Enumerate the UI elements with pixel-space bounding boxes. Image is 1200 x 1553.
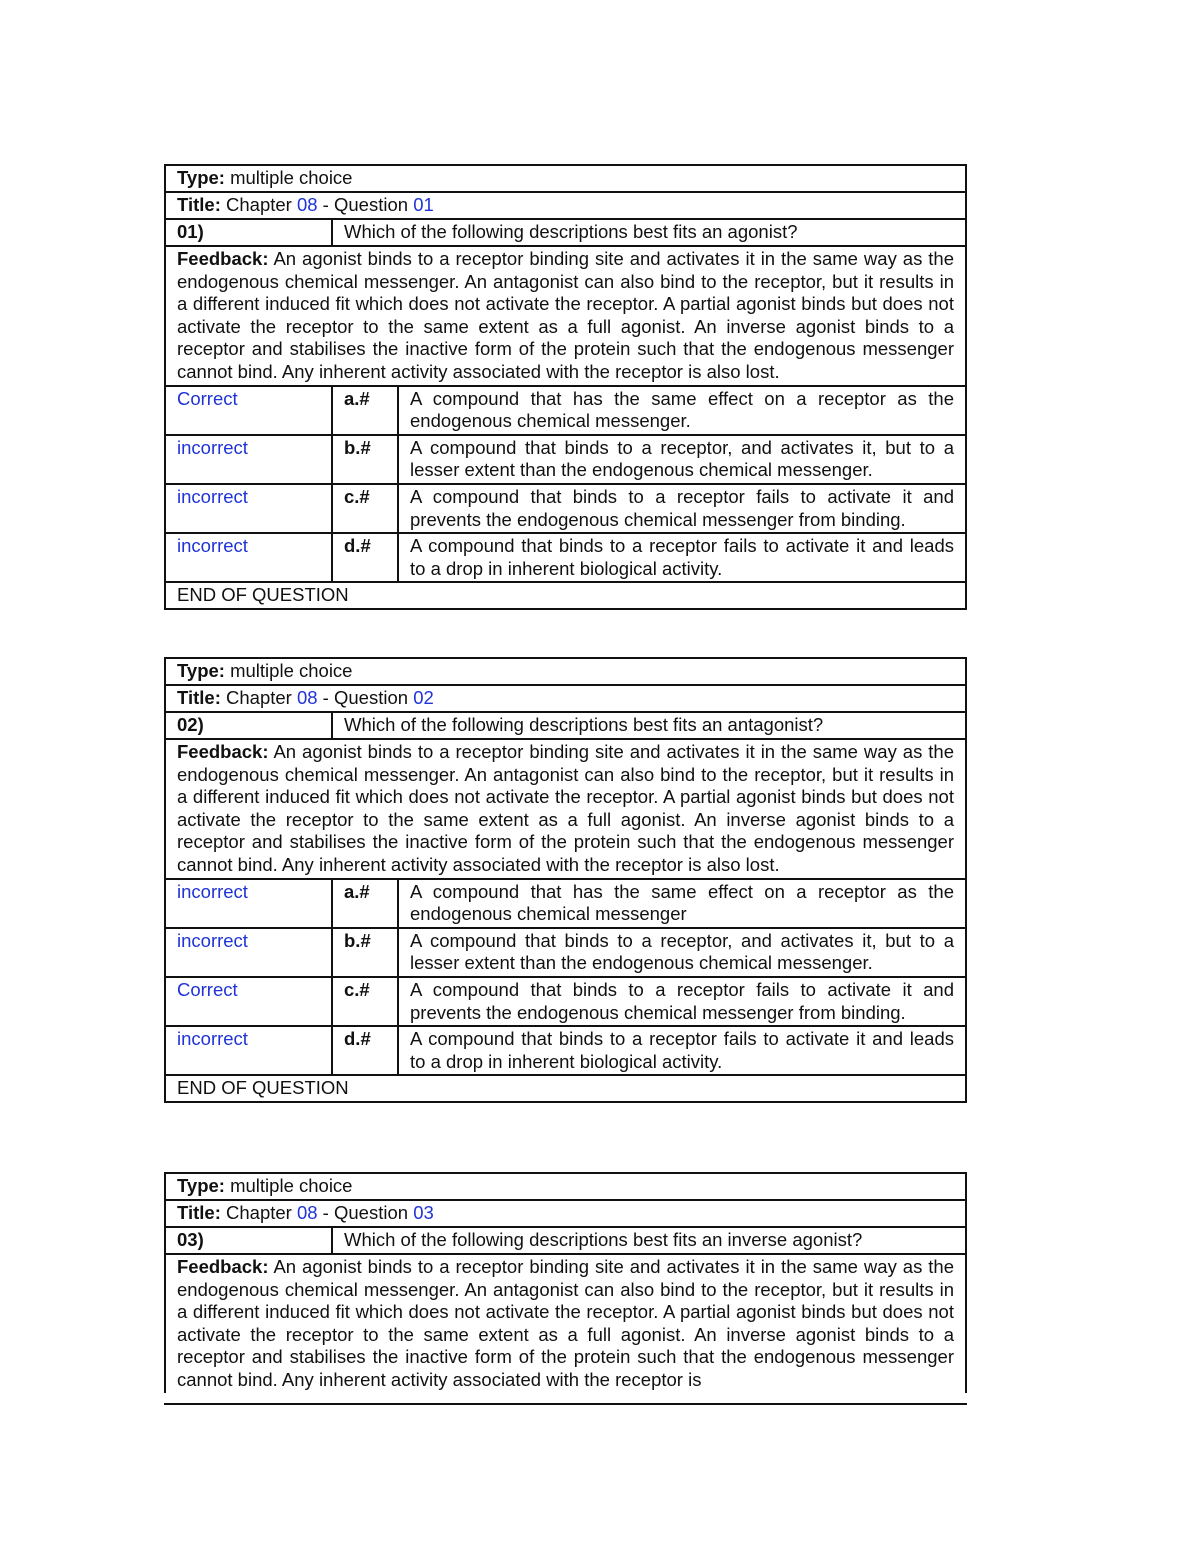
option-row — [165, 386, 966, 435]
option-letter: d.# — [332, 1026, 398, 1075]
title-chapter-word: Chapter — [226, 1202, 292, 1223]
feedback-text: An agonist binds to a receptor binding site and activates it in the same way as the endogenous chemical messenger. An antagonist can also bind to the receptor, but it results in a different induced fit which does not activate the receptor. A partial agonist binds but does not activate the receptor to the same extent as a full agonist. An inverse agonist binds to a receptor and stabilises the inactive form of the protein such that the endogenous messenger cannot bind. Any inherent activity associated with the receptor is — [177, 1256, 955, 1390]
type-value: multiple choice — [230, 1175, 353, 1196]
option-row — [165, 484, 966, 533]
option-status: incorrect — [165, 435, 332, 484]
question-table-2 — [164, 657, 967, 1103]
option-letter: d.# — [332, 533, 398, 582]
option-text: A compound that binds to a receptor, and activates it, but to a lesser extent than the endogenous chemical messenger. — [398, 928, 966, 977]
feedback-cell — [165, 246, 966, 386]
type-label: Type: — [177, 660, 225, 681]
title-separator: - Question — [317, 687, 409, 708]
title-question-number: 02 — [413, 687, 434, 708]
option-text: A compound that binds to a receptor fails to activate it and prevents the endogenous chemical messenger from binding. — [398, 977, 966, 1026]
question-number-cell — [165, 1227, 332, 1254]
option-status: incorrect — [165, 879, 332, 928]
option-letter: b.# — [332, 435, 398, 484]
option-status: Correct — [165, 386, 332, 435]
option-status: incorrect — [165, 484, 332, 533]
question-number: 03) — [177, 1229, 204, 1250]
feedback-label: Feedback: — [177, 741, 269, 762]
option-status: Correct — [165, 977, 332, 1026]
question-prompt: Which of the following descriptions best fits an antagonist? — [332, 712, 966, 739]
option-text: A compound that binds to a receptor, and activates it, but to a lesser extent than the endogenous chemical messenger. — [398, 435, 966, 484]
feedback-label: Feedback: — [177, 248, 269, 269]
title-chapter-number: 08 — [296, 194, 318, 215]
option-text: A compound that binds to a receptor fails to activate it and leads to a drop in inherent biological activity. — [398, 1026, 966, 1075]
option-text: A compound that binds to a receptor fails to activate it and prevents the endogenous chemical messenger from binding. — [398, 484, 966, 533]
option-status: incorrect — [165, 1026, 332, 1075]
type-label: Type: — [177, 167, 225, 188]
option-letter: a.# — [332, 879, 398, 928]
question-prompt: Which of the following descriptions best fits an agonist? — [332, 219, 966, 246]
type-label: Type: — [177, 1175, 225, 1196]
option-text: A compound that has the same effect on a receptor as the endogenous chemical messenger. — [398, 386, 966, 435]
option-text: A compound that has the same effect on a receptor as the endogenous chemical messenger — [398, 879, 966, 928]
feedback-text: An agonist binds to a receptor binding site and activates it in the same way as the endogenous chemical messenger. An antagonist can also bind to the receptor, but it results in a different induced fit which does not activate the receptor. A partial agonist binds but does not activate the receptor to the same extent as a full agonist. An inverse agonist binds to a receptor and stabilises the inactive form of the protein such that the endogenous messenger cannot bind. Any inherent activity associated with the receptor is also lost. — [177, 741, 955, 875]
title-chapter-number: 08 — [296, 1202, 318, 1223]
question-3-clip — [164, 1172, 967, 1405]
feedback-cell — [165, 1254, 966, 1393]
title-label: Title: — [177, 194, 221, 215]
title-label: Title: — [177, 687, 221, 708]
title-chapter-word: Chapter — [226, 687, 292, 708]
option-letter: c.# — [332, 977, 398, 1026]
question-number: 02) — [177, 714, 204, 735]
question-number: 01) — [177, 221, 204, 242]
option-status: incorrect — [165, 928, 332, 977]
title-chapter-number: 08 — [296, 687, 318, 708]
title-cell — [165, 685, 966, 712]
title-separator: - Question — [317, 194, 409, 215]
option-text: A compound that binds to a receptor fails to activate it and leads to a drop in inherent biological activity. — [398, 533, 966, 582]
end-of-question: END OF QUESTION — [165, 1075, 966, 1102]
option-row — [165, 1026, 966, 1075]
option-row — [165, 533, 966, 582]
type-value: multiple choice — [230, 660, 353, 681]
type-cell — [165, 1173, 966, 1200]
title-question-number: 03 — [413, 1202, 434, 1223]
question-number-cell — [165, 712, 332, 739]
title-cell — [165, 1200, 966, 1227]
feedback-text: An agonist binds to a receptor binding site and activates it in the same way as the endogenous chemical messenger. An antagonist can also bind to the receptor, but it results in a different induced fit which does not activate the receptor. A partial agonist binds but does not activate the receptor to the same extent as a full agonist. An inverse agonist binds to a receptor and stabilises the inactive form of the protein such that the endogenous messenger cannot bind. Any inherent activity associated with the receptor is also lost. — [177, 248, 955, 382]
type-cell — [165, 658, 966, 685]
question-number-cell — [165, 219, 332, 246]
option-status: incorrect — [165, 533, 332, 582]
title-cell — [165, 192, 966, 219]
title-chapter-word: Chapter — [226, 194, 292, 215]
option-row — [165, 435, 966, 484]
question-table-1 — [164, 164, 967, 610]
type-cell — [165, 165, 966, 192]
option-letter: b.# — [332, 928, 398, 977]
title-question-number: 01 — [413, 194, 434, 215]
option-row — [165, 977, 966, 1026]
end-of-question: END OF QUESTION — [165, 582, 966, 609]
option-row — [165, 928, 966, 977]
feedback-cell — [165, 739, 966, 879]
question-prompt: Which of the following descriptions best fits an inverse agonist? — [332, 1227, 966, 1254]
option-row — [165, 879, 966, 928]
title-label: Title: — [177, 1202, 221, 1223]
question-table-3 — [164, 1172, 967, 1393]
option-letter: c.# — [332, 484, 398, 533]
option-letter: a.# — [332, 386, 398, 435]
type-value: multiple choice — [230, 167, 353, 188]
title-separator: - Question — [317, 1202, 409, 1223]
feedback-label: Feedback: — [177, 1256, 269, 1277]
